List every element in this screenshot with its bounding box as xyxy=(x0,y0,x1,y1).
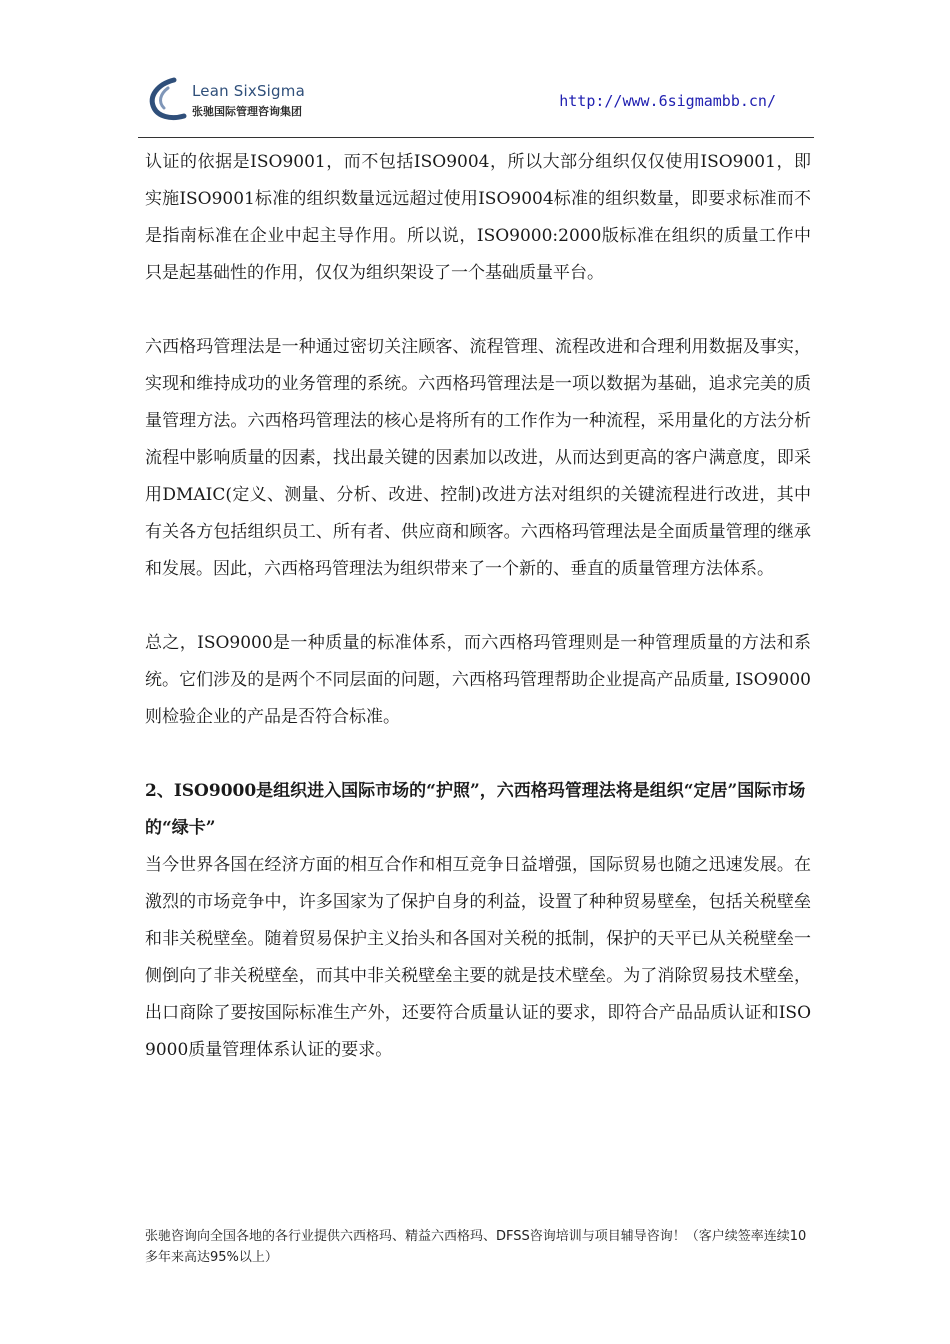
logo-subtitle: 张驰国际管理咨询集团 xyxy=(192,105,302,118)
body-paragraph: 认证的依据是ISO9001，而不包括ISO9004，所以大部分组织仅仅使用ISO9001，即实施ISO9001标准的组织数量远远超过使用ISO9004标准的组织数量，即要求标准而不是指南标准在企业中起主导作用。所以说，ISO9000:2000版标准在组织的质量工作中只是起基础性的作用，仅仅为组织架设了一个基础质量平台。 xyxy=(145,152,811,283)
page-footer: 张驰咨询向全国各地的各行业提供六西格玛、精益六西格玛、DFSS咨询培训与项目辅导咨询！（客户续签率连续10多年来高达95%以上） xyxy=(145,1229,807,1265)
section-heading: 2、ISO9000是组织进入国际市场的“护照”，六西格玛管理法将是组织“定居”国际市场的“绿卡” xyxy=(145,781,806,838)
header-url-link[interactable]: http://www.6sigmambb.cn/ xyxy=(559,92,776,110)
header-divider xyxy=(138,137,814,138)
body-paragraph: 六西格玛管理法是一种通过密切关注顾客、流程管理、流程改进和合理利用数据及事实，实现和维持成功的业务管理的系统。六西格玛管理法是一项以数据为基础，追求完美的质量管理方法。六西格玛管理法的核心是将所有的工作作为一种流程，采用量化的方法分析流程中影响质量的因素，找出最关键的因素加以改进，从而达到更高的客户满意度，即采用DMAIC(定义、测量、分析、改进、控制)改进方法对组织的关键流程进行改进，其中有关各方包括组织员工、所有者、供应商和顾客。六西格玛管理法是全面质量管理的继承和发展。因此，六西格玛管理法为组织带来了一个新的、垂直的质量管理方法体系。 xyxy=(145,337,811,579)
page-header xyxy=(138,70,814,140)
company-logo xyxy=(138,70,338,130)
logo-title: Lean SixSigma xyxy=(192,82,305,100)
body-paragraph: 总之，ISO9000是一种质量的标准体系，而六西格玛管理则是一种管理质量的方法和系统。它们涉及的是两个不同层面的问题，六西格玛管理帮助企业提高产品质量, ISO9000则检验企业的产品是否符合标准。 xyxy=(145,633,811,727)
document-body xyxy=(145,144,811,1069)
sigma-swoosh-icon xyxy=(144,76,188,124)
body-paragraph: 当今世界各国在经济方面的相互合作和相互竞争日益增强，国际贸易也随之迅速发展。在激烈的市场竞争中，许多国家为了保护自身的利益，设置了种种贸易壁垒，包括关税壁垒和非关税壁垒。随着贸易保护主义抬头和各国对关税的抵制，保护的天平已从关税壁垒一侧倒向了非关税壁垒，而其中非关税壁垒主要的就是技术壁垒。为了消除贸易技术壁垒，出口商除了要按国际标准生产外，还要符合质量认证的要求，即符合产品品质认证和ISO9000质量管理体系认证的要求。 xyxy=(145,855,811,1060)
